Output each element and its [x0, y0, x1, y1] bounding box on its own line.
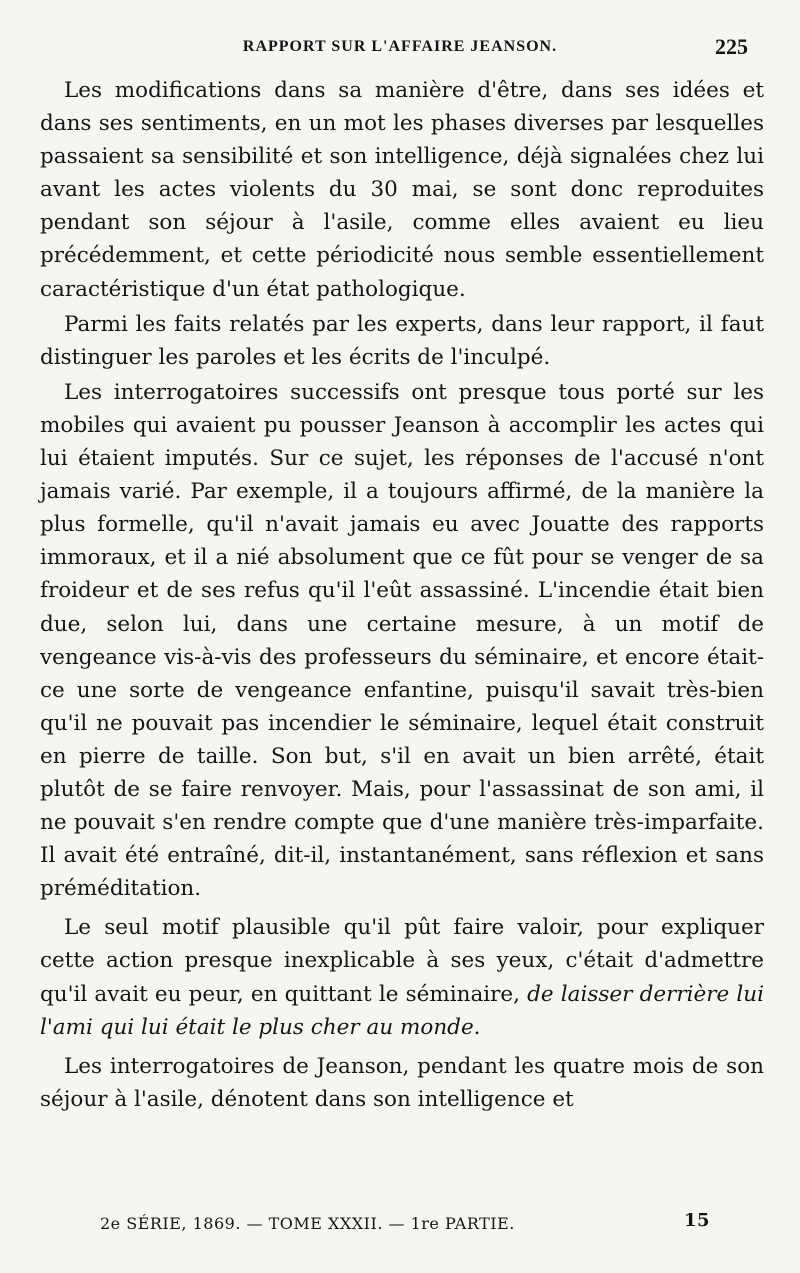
- paragraph-5: Les interrogatoires de Jeanson, pendant les quatre mois de son séjour à l'asile, dénotent dans son intelligence et: [40, 1053, 764, 1112]
- paragraph-4: [40, 911, 764, 1043]
- paragraph-4-text: Le seul motif plausible qu'il pût faire valoir, pour expliquer cette action presque inexplicable à ses yeux, c'était d'admettre qu'il avait eu peur, en quittant le séminaire,: [40, 915, 764, 1007]
- page-footer: [100, 1210, 710, 1238]
- page-body: [40, 74, 764, 1116]
- running-head: RAPPORT SUR L'AFFAIRE JEANSON.: [242, 38, 558, 55]
- paragraph-1: Les modifications dans sa manière d'être, dans ses idées et dans ses sentiments, en un mot les phases diverses par lesquelles passaient sa sensibilité et son intelligence, déjà signalées chez lui avant les actes violents du 30 mai, se sont donc reproduites pendant son séjour à l'asile, comme elles avaient eu lieu précédemment, et cette périodicité nous semble essentiellement caractéristique d'un état pathologique.: [40, 78, 764, 302]
- page-number: 225: [715, 34, 748, 59]
- page-header: [40, 34, 760, 64]
- footer-signature-mark: 15: [683, 1210, 710, 1231]
- paragraph-4-italic-quote: de laisser derrière lui l'ami qui lui était le plus cher au monde: [40, 981, 764, 1040]
- paragraph-3: Les interrogatoires successifs ont presque tous porté sur les mobiles qui avaient pu pousser Jeanson à accomplir les actes qui lui étaient imputés. Sur ce sujet, les réponses de l'accusé n'ont jamais varié. Par exemple, il a toujours affirmé, de la manière la plus formelle, qu'il n'avait jamais eu avec Jouatte des rapports immoraux, et il a nié absolument que ce fût pour se venger de sa froideur et de ses refus qu'il l'eût assassiné. L'incendie était bien due, selon lui, dans une certaine mesure, à un motif de vengeance vis-à-vis des professeurs du séminaire, et encore était-ce une sorte de vengeance enfantine, puisqu'il savait très-bien qu'il ne pouvait pas incendier le séminaire, lequel était construit en pierre de taille. Son but, s'il en avait un bien arrêté, était plutôt de se faire renvoyer. Mais, pour l'assassinat de son ami, il ne pouvait s'en rendre compte que d'une manière très-imparfaite. Il avait été entraîné, dit-il, instantanément, sans réflexion et sans préméditation.: [40, 379, 764, 902]
- paragraph-4-end: .: [473, 1014, 481, 1040]
- paragraph-2: Parmi les faits relatés par les experts, dans leur rapport, il faut distinguer les paroles et les écrits de l'inculpé.: [40, 311, 764, 370]
- footer-series: 2e SÉRIE, 1869. — TOME XXXII. — 1re PARTIE.: [100, 1214, 515, 1233]
